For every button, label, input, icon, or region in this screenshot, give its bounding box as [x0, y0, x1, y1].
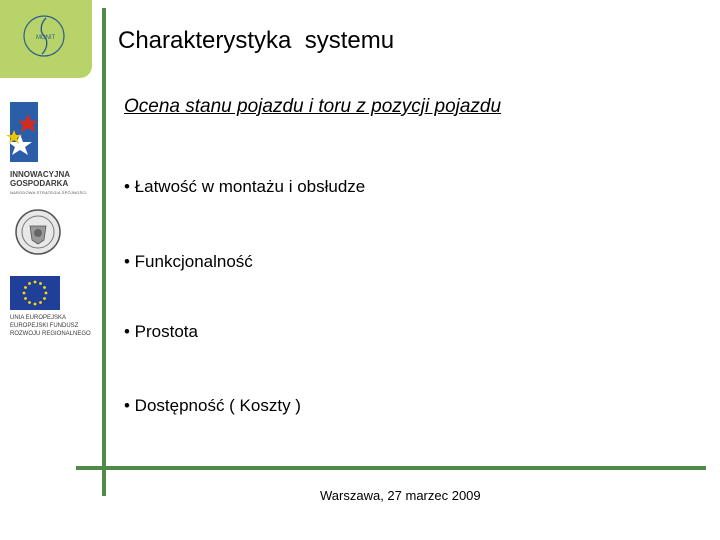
- monit-logo-icon: [22, 14, 66, 58]
- innowacyjna-subtitle: NARODOWA STRATEGIA SPÓJNOŚCI: [10, 190, 87, 195]
- university-seal-icon: [14, 208, 62, 256]
- vertical-rule: [102, 8, 106, 496]
- horizontal-rule: [76, 466, 706, 470]
- bullet-item-3: • Prostota: [124, 322, 198, 341]
- bullet-item-4: • Dostępność ( Koszty ): [124, 396, 301, 415]
- innowacyjna-title-line2: GOSPODARKA: [10, 179, 69, 188]
- eu-text-line1: UNIA EUROPEJSKA: [10, 315, 67, 321]
- eu-text-line3: ROZWOJU REGIONALNEGO: [10, 331, 91, 337]
- eu-flag-icon: [10, 276, 60, 310]
- eu-text: [10, 314, 102, 338]
- monit-logo-text: MONIT: [36, 35, 56, 41]
- innowacyjna-title-line1: INNOWACYJNA: [10, 170, 71, 179]
- slide-subtitle: Ocena stanu pojazdu i toru z pozycji pojazdu: [124, 96, 502, 117]
- monit-logo-box: [0, 0, 92, 78]
- innowacyjna-title: [10, 170, 102, 188]
- bullet-item-1: • Łatwość w montażu i obsłudze: [124, 177, 366, 196]
- bullet-item-2: • Funkcjonalność: [124, 252, 253, 271]
- eu-text-line2: EUROPEJSKI FUNDUSZ: [10, 323, 79, 329]
- slide-title: Charakterystyka systemu: [118, 27, 395, 54]
- footer-date: Warszawa, 27 marzec 2009: [320, 488, 481, 503]
